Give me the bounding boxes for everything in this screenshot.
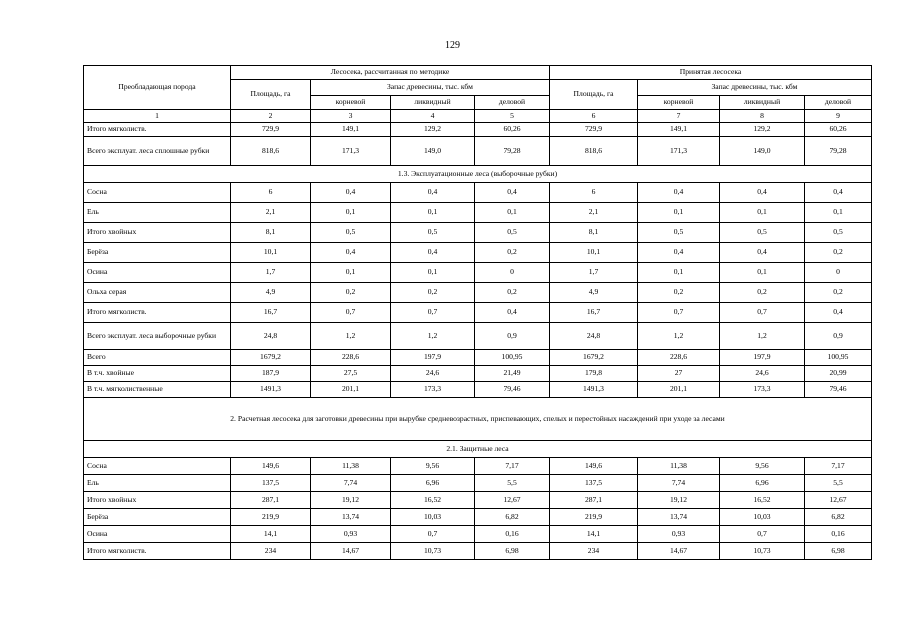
species-cell: Всего (84, 350, 231, 366)
value-cell: 149,1 (311, 123, 391, 137)
value-cell: 21,49 (475, 366, 550, 382)
value-cell: 16,7 (550, 303, 638, 323)
value-cell: 6 (550, 183, 638, 203)
value-cell: 1,2 (311, 323, 391, 350)
table-row (84, 509, 872, 526)
value-cell: 16,52 (720, 492, 805, 509)
value-cell: 0,5 (720, 223, 805, 243)
page-number: 129 (445, 40, 460, 51)
value-cell: 11,38 (638, 458, 720, 475)
value-cell: 234 (231, 543, 311, 560)
value-cell: 13,74 (311, 509, 391, 526)
value-cell: 187,9 (231, 366, 311, 382)
column-number: 3 (311, 110, 391, 123)
value-cell: 0,2 (805, 283, 872, 303)
value-cell: 0,2 (475, 243, 550, 263)
value-cell: 0,5 (475, 223, 550, 243)
value-cell: 0,4 (475, 303, 550, 323)
value-cell: 179,8 (550, 366, 638, 382)
value-cell: 201,1 (638, 382, 720, 398)
value-cell: 137,5 (550, 475, 638, 492)
value-cell: 0,5 (391, 223, 475, 243)
value-cell: 0,5 (805, 223, 872, 243)
value-cell: 0,4 (805, 303, 872, 323)
value-cell: 6,98 (805, 543, 872, 560)
value-cell: 0,4 (311, 243, 391, 263)
value-cell: 149,0 (720, 137, 805, 166)
value-cell: 0,2 (391, 283, 475, 303)
value-cell: 129,2 (391, 123, 475, 137)
value-cell: 24,6 (391, 366, 475, 382)
value-cell: 1,2 (638, 323, 720, 350)
value-cell: 0,4 (391, 243, 475, 263)
value-cell: 14,1 (550, 526, 638, 543)
table-row (84, 366, 872, 382)
value-cell: 219,9 (550, 509, 638, 526)
species-cell: Ель (84, 475, 231, 492)
value-cell: 149,1 (638, 123, 720, 137)
value-cell: 7,74 (311, 475, 391, 492)
table-row (84, 303, 872, 323)
column-number: 4 (391, 110, 475, 123)
table-row (84, 203, 872, 223)
value-cell: 100,95 (475, 350, 550, 366)
table-row (84, 137, 872, 166)
species-cell: Итого мягколиств. (84, 303, 231, 323)
value-cell: 0,5 (311, 223, 391, 243)
species-cell: Осина (84, 526, 231, 543)
value-cell: 0,1 (638, 203, 720, 223)
value-cell: 10,73 (391, 543, 475, 560)
column-number: 1 (84, 110, 231, 123)
value-cell: 197,9 (391, 350, 475, 366)
value-cell: 0,7 (391, 526, 475, 543)
species-cell: Всего эксплуат. леса выборочные рубки (84, 323, 231, 350)
value-cell: 219,9 (231, 509, 311, 526)
value-cell: 2,1 (550, 203, 638, 223)
value-cell: 0,4 (475, 183, 550, 203)
column-number: 9 (805, 110, 872, 123)
species-cell: Берёза (84, 243, 231, 263)
value-cell: 9,56 (391, 458, 475, 475)
value-cell: 149,6 (550, 458, 638, 475)
value-cell: 6,82 (805, 509, 872, 526)
value-cell: 171,3 (638, 137, 720, 166)
value-cell: 0,7 (638, 303, 720, 323)
value-cell: 6,98 (475, 543, 550, 560)
value-cell: 0,4 (311, 183, 391, 203)
value-cell: 729,9 (550, 123, 638, 137)
value-cell: 10,03 (391, 509, 475, 526)
value-cell: 14,67 (638, 543, 720, 560)
value-cell: 173,3 (720, 382, 805, 398)
species-cell: Осина (84, 263, 231, 283)
table-row (84, 323, 872, 350)
value-cell: 0,1 (805, 203, 872, 223)
value-cell: 24,8 (550, 323, 638, 350)
value-cell: 79,46 (805, 382, 872, 398)
value-cell: 79,28 (805, 137, 872, 166)
root-header: корневой (311, 96, 391, 110)
value-cell: 10,03 (720, 509, 805, 526)
value-cell: 4,9 (231, 283, 311, 303)
value-cell: 8,1 (231, 223, 311, 243)
stock-header: Запас древесины, тыс. кбм (311, 80, 550, 96)
value-cell: 0,7 (391, 303, 475, 323)
value-cell: 1679,2 (231, 350, 311, 366)
table-row (84, 223, 872, 243)
value-cell: 24,8 (231, 323, 311, 350)
liquid-header: ликвидный (391, 96, 475, 110)
value-cell: 16,52 (391, 492, 475, 509)
value-cell: 12,67 (475, 492, 550, 509)
table-row (84, 183, 872, 203)
value-cell: 228,6 (638, 350, 720, 366)
value-cell: 287,1 (550, 492, 638, 509)
column-number: 6 (550, 110, 638, 123)
table-row (84, 263, 872, 283)
value-cell: 6,82 (475, 509, 550, 526)
section-header: 1.3. Эксплуатационные леса (выборочные рубки) (84, 166, 872, 183)
value-cell: 0 (805, 263, 872, 283)
value-cell: 7,17 (475, 458, 550, 475)
value-cell: 0,2 (311, 283, 391, 303)
value-cell: 11,38 (311, 458, 391, 475)
value-cell: 0,9 (475, 323, 550, 350)
value-cell: 5,5 (805, 475, 872, 492)
forest-harvest-table (83, 65, 872, 560)
value-cell: 201,1 (311, 382, 391, 398)
value-cell: 1679,2 (550, 350, 638, 366)
species-cell: Итого хвойных (84, 492, 231, 509)
species-cell: Итого мягколиств. (84, 543, 231, 560)
value-cell: 0,1 (638, 263, 720, 283)
value-cell: 5,5 (475, 475, 550, 492)
table-row (84, 492, 872, 509)
value-cell: 0,93 (638, 526, 720, 543)
business-header: деловой (805, 96, 872, 110)
value-cell: 60,26 (475, 123, 550, 137)
area-header: Площадь, га (550, 80, 638, 110)
value-cell: 129,2 (720, 123, 805, 137)
table-row (84, 526, 872, 543)
value-cell: 0,1 (720, 203, 805, 223)
value-cell: 0,1 (311, 263, 391, 283)
value-cell: 79,28 (475, 137, 550, 166)
species-cell: Сосна (84, 183, 231, 203)
value-cell: 7,17 (805, 458, 872, 475)
species-cell: В т.ч. мягколиственные (84, 382, 231, 398)
value-cell: 0,4 (805, 183, 872, 203)
value-cell: 171,3 (311, 137, 391, 166)
value-cell: 9,56 (720, 458, 805, 475)
value-cell: 0,4 (638, 243, 720, 263)
value-cell: 16,7 (231, 303, 311, 323)
value-cell: 287,1 (231, 492, 311, 509)
value-cell: 818,6 (550, 137, 638, 166)
value-cell: 197,9 (720, 350, 805, 366)
table-row (84, 475, 872, 492)
value-cell: 137,5 (231, 475, 311, 492)
liquid-header: ликвидный (720, 96, 805, 110)
value-cell: 14,1 (231, 526, 311, 543)
value-cell: 149,6 (231, 458, 311, 475)
value-cell: 0 (475, 263, 550, 283)
value-cell: 818,6 (231, 137, 311, 166)
value-cell: 14,67 (311, 543, 391, 560)
value-cell: 27,5 (311, 366, 391, 382)
value-cell: 24,6 (720, 366, 805, 382)
value-cell: 0,7 (720, 303, 805, 323)
value-cell: 1491,3 (550, 382, 638, 398)
table-row (84, 123, 872, 137)
value-cell: 19,12 (311, 492, 391, 509)
species-cell: Итого мягколиств. (84, 123, 231, 137)
table-row (84, 350, 872, 366)
value-cell: 13,74 (638, 509, 720, 526)
column-number: 8 (720, 110, 805, 123)
value-cell: 12,67 (805, 492, 872, 509)
value-cell: 0,4 (391, 183, 475, 203)
value-cell: 1491,3 (231, 382, 311, 398)
value-cell: 7,74 (638, 475, 720, 492)
value-cell: 0,1 (311, 203, 391, 223)
value-cell: 27 (638, 366, 720, 382)
species-cell: Ель (84, 203, 231, 223)
value-cell: 0,1 (391, 263, 475, 283)
value-cell: 0,9 (805, 323, 872, 350)
value-cell: 0,2 (805, 243, 872, 263)
value-cell: 6,96 (391, 475, 475, 492)
value-cell: 0,7 (720, 526, 805, 543)
table-row (84, 243, 872, 263)
value-cell: 0,93 (311, 526, 391, 543)
value-cell: 2,1 (231, 203, 311, 223)
value-cell: 1,2 (391, 323, 475, 350)
value-cell: 8,1 (550, 223, 638, 243)
value-cell: 0,16 (805, 526, 872, 543)
section-header: 2. Расчетная лесосека для заготовки древесины при вырубке средневозрастных, приспевающих, спелых и перестойных насаждений при уходе за лесами (84, 398, 872, 441)
column-number: 5 (475, 110, 550, 123)
species-cell: Сосна (84, 458, 231, 475)
stock-header: Запас древесины, тыс. кбм (638, 80, 872, 96)
table-row (84, 458, 872, 475)
value-cell: 0,1 (720, 263, 805, 283)
value-cell: 0,4 (720, 243, 805, 263)
value-cell: 6 (231, 183, 311, 203)
value-cell: 10,73 (720, 543, 805, 560)
root-header: корневой (638, 96, 720, 110)
value-cell: 1,7 (231, 263, 311, 283)
value-cell: 149,0 (391, 137, 475, 166)
calc-group-header: Лесосека, рассчитанная по методике (231, 66, 550, 80)
value-cell: 228,6 (311, 350, 391, 366)
value-cell: 729,9 (231, 123, 311, 137)
value-cell: 10,1 (550, 243, 638, 263)
value-cell: 0,1 (391, 203, 475, 223)
value-cell: 1,7 (550, 263, 638, 283)
value-cell: 0,2 (638, 283, 720, 303)
value-cell: 0,4 (720, 183, 805, 203)
species-cell: Всего эксплуат. леса сплошные рубки (84, 137, 231, 166)
species-cell: В т.ч. хвойные (84, 366, 231, 382)
value-cell: 0,2 (475, 283, 550, 303)
value-cell: 4,9 (550, 283, 638, 303)
value-cell: 234 (550, 543, 638, 560)
species-cell: Итого хвойных (84, 223, 231, 243)
value-cell: 0,1 (475, 203, 550, 223)
species-cell: Ольха серая (84, 283, 231, 303)
area-header: Площадь, га (231, 80, 311, 110)
table-row (84, 382, 872, 398)
value-cell: 20,99 (805, 366, 872, 382)
column-number: 2 (231, 110, 311, 123)
species-cell: Берёза (84, 509, 231, 526)
value-cell: 60,26 (805, 123, 872, 137)
table-row (84, 543, 872, 560)
table-row (84, 283, 872, 303)
species-header: Преобладающая порода (84, 66, 231, 110)
value-cell: 0,5 (638, 223, 720, 243)
value-cell: 10,1 (231, 243, 311, 263)
section-header: 2.1. Защитные леса (84, 441, 872, 458)
value-cell: 0,2 (720, 283, 805, 303)
value-cell: 0,16 (475, 526, 550, 543)
value-cell: 19,12 (638, 492, 720, 509)
business-header: деловой (475, 96, 550, 110)
accepted-group-header: Принятая лесосека (550, 66, 872, 80)
value-cell: 173,3 (391, 382, 475, 398)
value-cell: 0,7 (311, 303, 391, 323)
value-cell: 100,95 (805, 350, 872, 366)
value-cell: 1,2 (720, 323, 805, 350)
value-cell: 0,4 (638, 183, 720, 203)
value-cell: 6,96 (720, 475, 805, 492)
column-number: 7 (638, 110, 720, 123)
value-cell: 79,46 (475, 382, 550, 398)
